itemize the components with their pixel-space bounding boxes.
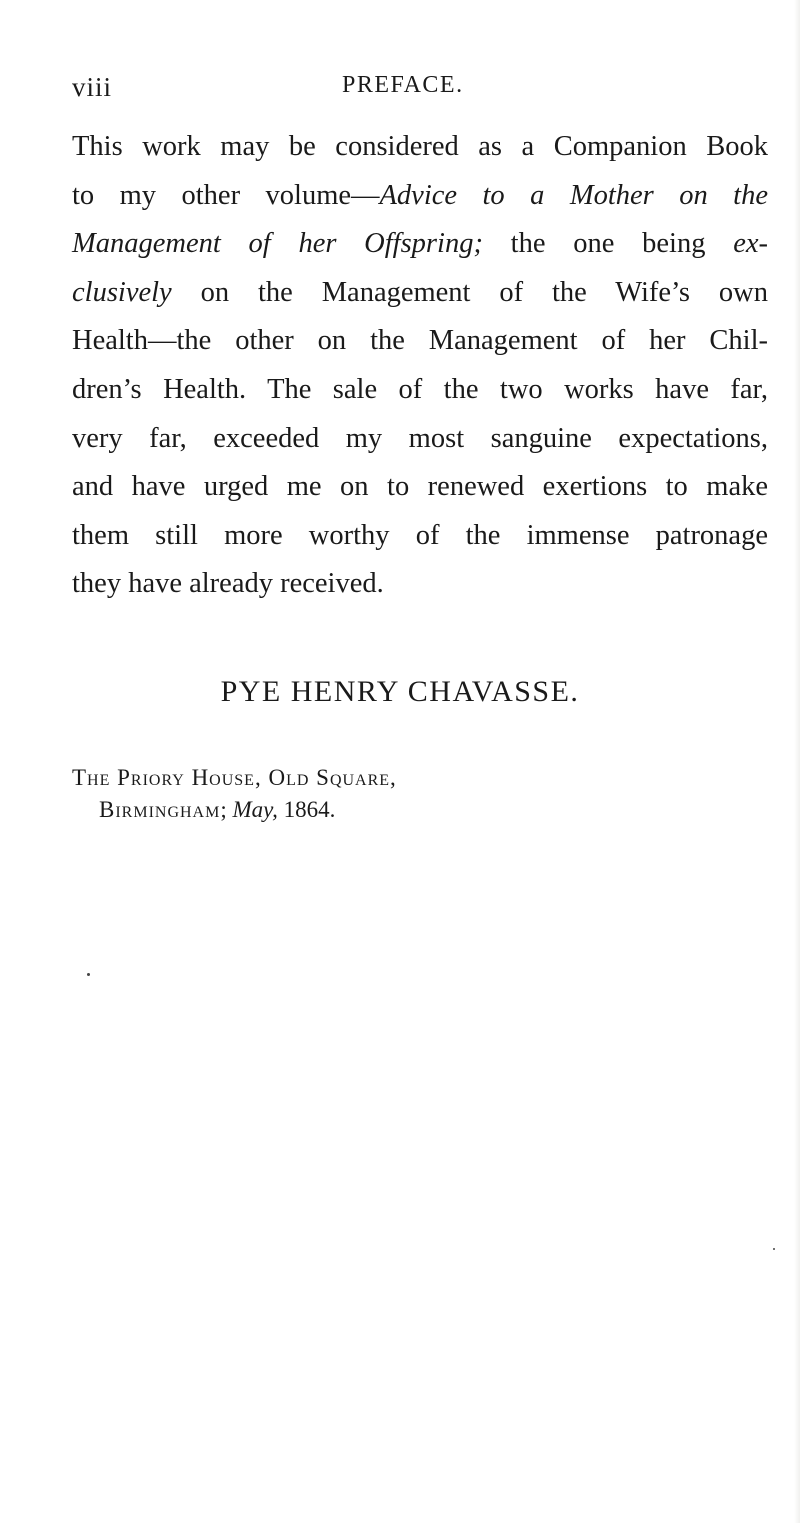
text-line: them still more worthy of the immense patronage bbox=[72, 519, 768, 551]
preface-paragraph bbox=[72, 123, 768, 609]
emphasis-italic: ex- bbox=[733, 228, 768, 260]
month-italic: May, bbox=[232, 797, 278, 822]
print-speck bbox=[773, 1248, 775, 1250]
print-speck bbox=[87, 973, 90, 976]
text-span: on the Management of the Wife’s own bbox=[171, 276, 768, 308]
text-span: the one being bbox=[482, 228, 734, 260]
year: 1864. bbox=[277, 797, 336, 822]
emphasis-italic: clusively bbox=[72, 276, 172, 308]
text-line bbox=[72, 172, 768, 221]
running-head bbox=[72, 72, 772, 112]
address-line: The Priory House, Old Square, bbox=[72, 765, 397, 790]
book-title-italic: Advice to a Mother on the bbox=[379, 179, 768, 211]
text-line: very far, exceeded my most sanguine expectations, bbox=[72, 422, 768, 454]
page-number: viii bbox=[72, 72, 113, 102]
text-line bbox=[72, 220, 768, 269]
author-signature: PYE HENRY CHAVASSE. bbox=[220, 675, 580, 708]
text-line: This work may be considered as a Companion Book bbox=[72, 131, 768, 162]
book-title-italic: Management of her Offspring; bbox=[72, 228, 483, 260]
text-span: to my other volume— bbox=[72, 179, 380, 211]
dateline-address bbox=[72, 762, 772, 826]
text-line: they have already received. bbox=[72, 568, 384, 600]
running-title: PREFACE. bbox=[342, 72, 464, 98]
separator: ; bbox=[220, 797, 233, 822]
text-line: dren’s Health. The sale of the two works have far, bbox=[72, 373, 768, 405]
city-name: Birmingham bbox=[99, 797, 221, 822]
place-date-line bbox=[72, 794, 772, 826]
text-line bbox=[72, 269, 768, 318]
text-line: and have urged me on to renewed exertions to make bbox=[72, 471, 768, 503]
text-line: Health—the other on the Management of her Chil- bbox=[72, 325, 768, 357]
page-edge bbox=[794, 0, 800, 1523]
